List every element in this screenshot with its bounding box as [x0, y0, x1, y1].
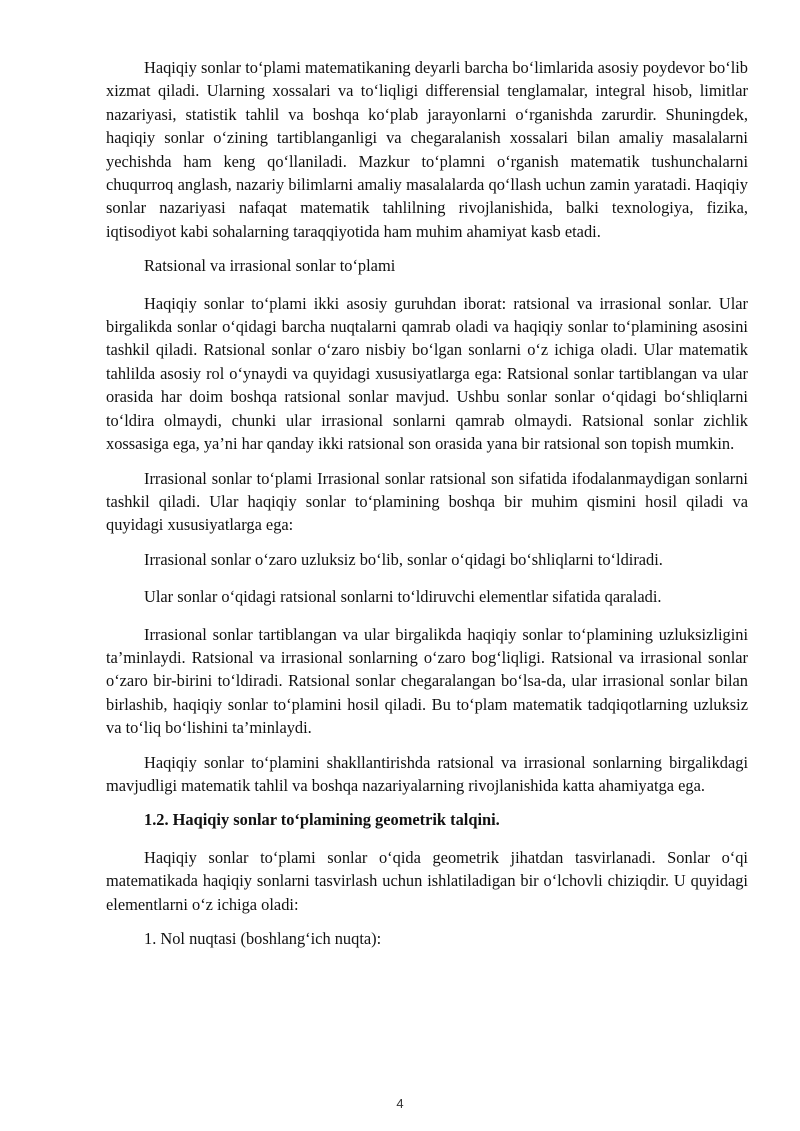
document-page [106, 56, 748, 964]
paragraph-relationship: Irrasional sonlar tartiblangan va ular birgalikda haqiqiy sonlar to‘plamining uzluksizligini ta’minlaydi. Ratsional va irrasional sonlarning o‘zaro bog‘liqligi. Ratsional va irrasional sonlar o‘zaro bir-birini to‘ldiradi. Ratsional sonlar chegaralangan bo‘lsa-da, ular irrasional sonlar bilan birlashib, haqiqiy sonlar to‘plamini hosil qiladi. Bu to‘plam matematik tadqiqotlarning uzluksiz va to‘liq bo‘lishini ta’minlaydi. [106, 624, 748, 738]
section-heading: 1.2. Haqiqiy sonlar to‘plamining geometrik talqini. [144, 810, 500, 830]
page-number: 4 [396, 1096, 404, 1111]
paragraph-irrational-property-1: Irrasional sonlar o‘zaro uzluksiz bo‘lib, sonlar o‘qidagi bo‘shliqlarni to‘ldiradi. [144, 549, 663, 569]
paragraph-intro: Haqiqiy sonlar to‘plami matematikaning deyarli barcha bo‘limlarida asosiy poydevor bo‘lib xizmat qiladi. Ularning xossalari va to‘liqligi differensial tenglamalar, integral hisob, limitlar nazariyasi, statistik tahlil va boshqa ko‘plab jarayonlarni o‘rganishda zarurdir. Shuningdek, haqiqiy sonlar o‘zining tartiblanganligi va chegaralanish xossalari bilan amaliy masalalarni yechishda ham keng qo‘llaniladi. Mazkur to‘plamni o‘rganish matematik tushunchalarni chuqurroq anglash, nazariy bilimlarni amaliy masalalarda qo‘llash uchun zamin yaratadi. Haqiqiy sonlar nazariyasi nafaqat matematik tahlilning rivojlanishida, balki texnologiya, fizika, iqtisodiyot kabi sohalarning taraqqiyotida ham muhim ahamiyat kasb etadi. [106, 58, 748, 241]
paragraph-conclusion: Haqiqiy sonlar to‘plamini shakllantirishda ratsional va irrasional sonlarning birgalikdagi mavjudligi matematik tahlil va boshqa nazariyalarning rivojlanishida katta ahamiyatga ega. [106, 752, 748, 795]
paragraph-irrational-property-2: Ular sonlar o‘qidagi ratsional sonlarni to‘ldiruvchi elementlar sifatida qaraladi. [144, 587, 662, 607]
paragraph-geometric-interpretation: Haqiqiy sonlar to‘plami sonlar o‘qida geometrik jihatdan tasvirlanadi. Sonlar o‘qi matematikada haqiqiy sonlarni tasvirlash uchun ishlatiladigan bir o‘lchovli chiziqdir. U quyidagi elementlarni o‘z ichiga oladi: [106, 847, 748, 914]
paragraph-irrational-numbers: Irrasional sonlar to‘plami Irrasional sonlar ratsional son sifatida ifodalanmaydigan sonlarni tashkil qiladi. Ular haqiqiy sonlar to‘plamining boshqa bir muhim qismini hosil qiladi va quyidagi xususiyatlarga ega: [106, 468, 748, 535]
paragraph-rational-numbers: Haqiqiy sonlar to‘plami ikki asosiy guruhdan iborat: ratsional va irrasional sonlar. Ular birgalikda sonlar o‘qidagi barcha nuqtalarni qamrab oladi va haqiqiy sonlar to‘plamining asosini tashkil qiladi. Ratsional sonlar o‘zaro nisbiy bo‘lgan sonlarni o‘z ichiga oladi. Ular matematik tahlilda asosiy rol o‘ynaydi va quyidagi xususiyatlarga ega: Ratsional sonlar tartiblangan va ular orasida har doim boshqa ratsional sonlar mavjud. Ushbu sonlar sonlar o‘qidagi bo‘shliqlarni to‘ldira olmaydi, chunki ular irrasional sonlarni qamrab olmaydi. Ratsional sonlar zichlik xossasiga ega, ya’ni har qanday ikki ratsional son orasida yana bir ratsional son topish mumkin. [106, 293, 748, 454]
list-item-zero-point: 1. Nol nuqtasi (boshlang‘ich nuqta): [144, 929, 382, 948]
paragraph-subtitle-rational-irrational: Ratsional va irrasional sonlar to‘plami [144, 256, 396, 276]
